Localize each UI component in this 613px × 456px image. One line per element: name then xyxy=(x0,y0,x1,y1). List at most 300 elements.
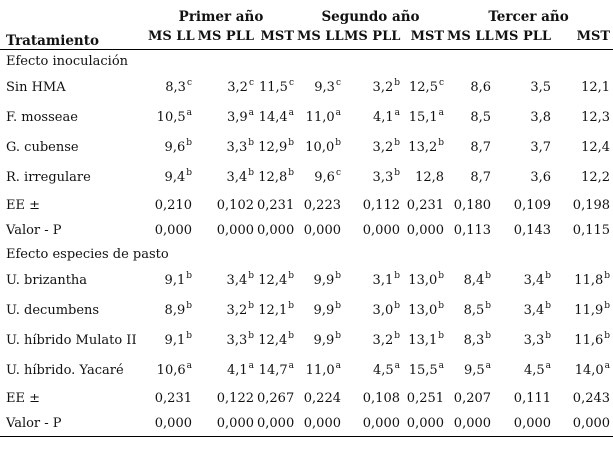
cell-value: 3,8 xyxy=(530,110,552,125)
significance-letter: b xyxy=(604,271,611,281)
table-cell xyxy=(494,266,554,296)
cell-value: 0,243 xyxy=(572,390,611,406)
cell-value: 0,000 xyxy=(154,222,192,238)
significance-letter: c xyxy=(438,78,445,88)
table-cell xyxy=(344,386,403,411)
significance-letter: b xyxy=(604,331,611,341)
column-header: MS PLL xyxy=(197,29,254,45)
cell-value: 12,5 xyxy=(409,80,438,95)
table-cell xyxy=(494,218,554,243)
table-cell xyxy=(297,411,344,437)
cell-value: 3,4 xyxy=(226,170,248,185)
column-header: MS PLL xyxy=(344,29,401,45)
table-cell xyxy=(148,133,195,163)
table-cell xyxy=(554,356,613,386)
table-cell xyxy=(297,163,344,193)
table-cell xyxy=(148,356,195,386)
table-cell xyxy=(344,73,403,103)
table-cell xyxy=(195,218,257,243)
significance-letter: b xyxy=(394,78,400,88)
cell-value: 4,5 xyxy=(523,363,545,378)
table-cell xyxy=(494,73,554,103)
table-cell xyxy=(344,266,403,296)
table-cell xyxy=(148,266,195,296)
cell-value: 8,7 xyxy=(470,140,492,155)
column-header: MS LL xyxy=(447,29,494,45)
row-label: U. decumbens xyxy=(6,303,100,318)
significance-letter: b xyxy=(335,301,341,311)
cell-value: 0,231 xyxy=(257,197,295,213)
section-row xyxy=(0,49,613,73)
table-cell xyxy=(195,296,257,326)
table-cell xyxy=(257,356,297,386)
cell-value: 11,6 xyxy=(574,333,604,348)
table-cell xyxy=(554,326,613,356)
column-header: MS PLL xyxy=(494,29,552,45)
table-cell xyxy=(447,73,494,103)
table-cell xyxy=(554,411,613,437)
table-cell xyxy=(148,411,195,437)
table-cell xyxy=(447,193,494,218)
significance-letter: a xyxy=(438,108,445,118)
significance-letter: a xyxy=(604,361,611,371)
table-cell xyxy=(344,163,403,193)
significance-letter: b xyxy=(288,138,294,148)
cell-value: 12,1 xyxy=(581,80,611,95)
table-cell xyxy=(195,193,257,218)
cell-value: 0,115 xyxy=(572,222,611,238)
table-cell xyxy=(344,193,403,218)
significance-letter: a xyxy=(186,361,192,371)
stat-row xyxy=(0,411,613,437)
section-row xyxy=(0,243,613,266)
column-header: MST xyxy=(260,29,294,45)
cell-value: 0,231 xyxy=(406,197,445,213)
significance-letter: b xyxy=(248,331,254,341)
cell-value: 13,0 xyxy=(408,303,438,318)
year-header-row xyxy=(0,0,613,25)
significance-letter: c xyxy=(288,78,294,88)
table-cell xyxy=(494,103,554,133)
significance-letter: b xyxy=(394,138,400,148)
cell-value: 15,5 xyxy=(408,363,438,378)
table-row xyxy=(0,73,613,103)
cell-value: 9,4 xyxy=(164,170,186,185)
cell-value: 0,113 xyxy=(453,222,492,238)
year-header: Segundo año xyxy=(321,9,420,25)
significance-letter: b xyxy=(248,301,254,311)
table-cell xyxy=(297,326,344,356)
stat-row xyxy=(0,193,613,218)
column-header: MS LL xyxy=(148,29,195,45)
cell-value: 8,7 xyxy=(470,170,492,185)
table-cell xyxy=(148,218,195,243)
table-cell xyxy=(257,133,297,163)
significance-letter: a xyxy=(248,361,254,371)
table-row xyxy=(0,326,613,356)
cell-value: 0,111 xyxy=(513,390,552,406)
table-cell xyxy=(148,386,195,411)
table-cell xyxy=(447,356,494,386)
cell-value: 0,000 xyxy=(362,222,400,238)
significance-letter: b xyxy=(545,331,552,341)
table-cell xyxy=(195,103,257,133)
cell-value: 3,4 xyxy=(523,303,545,318)
cell-value: 0,210 xyxy=(154,197,192,213)
table-cell xyxy=(447,218,494,243)
table-cell xyxy=(554,103,613,133)
table-cell xyxy=(297,193,344,218)
cell-value: 0,102 xyxy=(216,197,254,213)
table-cell xyxy=(344,296,403,326)
significance-letter: b xyxy=(394,168,400,178)
table-cell xyxy=(494,193,554,218)
table-cell xyxy=(344,133,403,163)
table-cell xyxy=(447,386,494,411)
cell-value: 0,267 xyxy=(257,390,295,406)
cell-value: 0,000 xyxy=(154,415,192,431)
significance-letter: b xyxy=(186,138,192,148)
cell-value: 0,251 xyxy=(406,390,445,406)
table-cell xyxy=(403,218,447,243)
table-cell xyxy=(344,356,403,386)
row-label: Sin HMA xyxy=(6,80,66,95)
significance-letter: b xyxy=(248,138,254,148)
cell-value: 4,5 xyxy=(372,363,394,378)
cell-value: 0,143 xyxy=(513,222,552,238)
table-cell xyxy=(554,193,613,218)
table-cell xyxy=(344,326,403,356)
cell-value: 3,1 xyxy=(372,273,394,288)
cell-value: 0,000 xyxy=(513,415,552,431)
cell-value: 3,2 xyxy=(372,333,394,348)
significance-letter: a xyxy=(485,361,492,371)
year-header: Primer año xyxy=(178,9,264,25)
year-header: Tercer año xyxy=(488,9,569,25)
cell-value: 10,5 xyxy=(156,110,186,125)
cell-value: 0,000 xyxy=(303,222,341,238)
table-cell xyxy=(447,133,494,163)
table-cell xyxy=(148,163,195,193)
table-cell xyxy=(297,296,344,326)
cell-value: 10,6 xyxy=(156,363,186,378)
cell-value: 12,1 xyxy=(258,303,288,318)
cell-value: 3,6 xyxy=(530,170,552,185)
significance-letter: b xyxy=(438,271,445,281)
cell-value: 11,0 xyxy=(305,110,335,125)
significance-letter: c xyxy=(248,78,254,88)
table-row xyxy=(0,163,613,193)
significance-letter: a xyxy=(394,361,400,371)
table-cell xyxy=(195,73,257,103)
table-cell xyxy=(148,326,195,356)
significance-letter: a xyxy=(288,361,294,371)
table-cell xyxy=(195,326,257,356)
table-cell xyxy=(297,356,344,386)
cell-value: 14,4 xyxy=(258,110,288,125)
table-cell xyxy=(494,386,554,411)
table-cell xyxy=(447,411,494,437)
cell-value: 9,9 xyxy=(313,273,335,288)
table-cell xyxy=(403,266,447,296)
significance-letter: a xyxy=(186,108,192,118)
table-cell xyxy=(257,103,297,133)
cell-value: 11,5 xyxy=(259,80,288,95)
table-cell xyxy=(494,163,554,193)
table-cell xyxy=(554,266,613,296)
significance-letter: b xyxy=(604,301,611,311)
cell-value: 3,4 xyxy=(523,273,545,288)
cell-value: 10,0 xyxy=(305,140,335,155)
table-cell xyxy=(297,103,344,133)
significance-letter: b xyxy=(335,271,341,281)
significance-letter: b xyxy=(288,168,294,178)
significance-letter: a xyxy=(438,361,445,371)
table-cell xyxy=(257,266,297,296)
table-cell xyxy=(297,386,344,411)
table-cell xyxy=(403,326,447,356)
cell-value: 0,000 xyxy=(406,222,445,238)
significance-letter: b xyxy=(485,301,492,311)
table-header xyxy=(0,0,613,49)
cell-value: 0,000 xyxy=(453,415,492,431)
significance-letter: b xyxy=(545,271,552,281)
table-cell xyxy=(257,73,297,103)
row-label: G. cubense xyxy=(6,140,79,155)
cell-value: 3,4 xyxy=(226,273,248,288)
cell-value: 0,000 xyxy=(406,415,445,431)
table-cell xyxy=(554,218,613,243)
column-header: MST xyxy=(576,29,611,45)
cell-value: 3,0 xyxy=(372,303,394,318)
table-cell xyxy=(494,356,554,386)
cell-value: 0,224 xyxy=(303,390,341,406)
table-cell xyxy=(257,296,297,326)
cell-value: 0,000 xyxy=(216,415,254,431)
cell-value: 12,9 xyxy=(258,140,288,155)
table-row xyxy=(0,296,613,326)
cell-value: 3,3 xyxy=(226,140,248,155)
table-cell xyxy=(447,163,494,193)
table-cell xyxy=(447,296,494,326)
significance-letter: b xyxy=(394,301,400,311)
row-label: Valor - P xyxy=(6,222,62,238)
significance-letter: a xyxy=(335,108,341,118)
significance-letter: b xyxy=(394,331,400,341)
table-cell xyxy=(148,103,195,133)
table-cell xyxy=(297,133,344,163)
table-cell xyxy=(195,386,257,411)
significance-letter: b xyxy=(438,138,445,148)
table-cell xyxy=(554,386,613,411)
cell-value: 8,3 xyxy=(463,333,485,348)
cell-value: 0,000 xyxy=(303,415,341,431)
table-cell xyxy=(554,296,613,326)
cell-value: 0,000 xyxy=(216,222,254,238)
cell-value: 8,5 xyxy=(470,110,492,125)
significance-letter: b xyxy=(394,271,400,281)
significance-letter: a xyxy=(288,108,294,118)
significance-letter: c xyxy=(335,168,341,178)
table-cell xyxy=(257,218,297,243)
cell-value: 3,2 xyxy=(372,80,394,95)
cell-value: 4,1 xyxy=(372,110,394,125)
table-row xyxy=(0,266,613,296)
cell-value: 12,3 xyxy=(581,110,611,125)
row-label: EE ± xyxy=(6,390,41,406)
table-cell xyxy=(344,103,403,133)
cell-value: 0,223 xyxy=(303,197,341,213)
cell-value: 0,122 xyxy=(216,390,254,406)
significance-letter: b xyxy=(186,301,192,311)
table-cell xyxy=(195,163,257,193)
table-cell xyxy=(403,103,447,133)
cell-value: 9,9 xyxy=(313,303,335,318)
cell-value: 9,1 xyxy=(164,273,186,288)
stat-row xyxy=(0,218,613,243)
cell-value: 13,0 xyxy=(408,273,438,288)
cell-value: 14,7 xyxy=(258,363,288,378)
cell-value: 3,3 xyxy=(372,170,394,185)
table-cell xyxy=(148,193,195,218)
cell-value: 0,109 xyxy=(513,197,552,213)
table-cell xyxy=(403,411,447,437)
table-cell xyxy=(148,296,195,326)
cell-value: 9,5 xyxy=(463,363,485,378)
table-cell xyxy=(195,411,257,437)
cell-value: 9,6 xyxy=(314,170,335,185)
cell-value: 8,9 xyxy=(164,303,186,318)
cell-value: 0,231 xyxy=(154,390,192,406)
table-cell xyxy=(148,73,195,103)
significance-letter: b xyxy=(186,271,192,281)
table-cell xyxy=(447,326,494,356)
table-cell xyxy=(297,266,344,296)
cell-value: 0,207 xyxy=(453,390,492,406)
cell-value: 3,7 xyxy=(530,140,552,155)
significance-letter: b xyxy=(438,301,445,311)
stat-row xyxy=(0,386,613,411)
significance-letter: b xyxy=(545,301,552,311)
cell-value: 0,000 xyxy=(572,415,611,431)
cell-value: 11,0 xyxy=(305,363,335,378)
row-label: U. híbrido Mulato II xyxy=(6,333,137,348)
cell-value: 9,3 xyxy=(314,80,335,95)
significance-letter: b xyxy=(288,271,294,281)
cell-value: 11,9 xyxy=(574,303,604,318)
table-cell xyxy=(257,411,297,437)
table-cell xyxy=(554,133,613,163)
cell-value: 12,4 xyxy=(258,333,288,348)
table-cell xyxy=(195,356,257,386)
cell-value: 3,2 xyxy=(227,80,248,95)
table-cell xyxy=(403,296,447,326)
significance-letter: a xyxy=(545,361,552,371)
significance-letter: b xyxy=(288,331,294,341)
cell-value: 0,180 xyxy=(453,197,492,213)
significance-letter: a xyxy=(335,361,341,371)
table-cell xyxy=(257,386,297,411)
table-cell xyxy=(403,133,447,163)
table-cell xyxy=(195,266,257,296)
table-cell xyxy=(257,163,297,193)
cell-value: 0,108 xyxy=(362,390,400,406)
significance-letter: b xyxy=(288,301,294,311)
significance-letter: b xyxy=(186,168,192,178)
table-row xyxy=(0,356,613,386)
row-label: U. híbrido. Yacaré xyxy=(6,363,124,378)
cell-value: 3,3 xyxy=(226,333,248,348)
significance-letter: b xyxy=(186,331,192,341)
cell-value: 12,8 xyxy=(415,170,445,185)
significance-letter: b xyxy=(248,271,254,281)
row-label: F. mosseae xyxy=(6,110,78,125)
section-label: Efecto especies de pasto xyxy=(6,246,169,262)
table-cell xyxy=(195,133,257,163)
significance-letter: a xyxy=(248,108,254,118)
cell-value: 3,2 xyxy=(372,140,394,155)
table-cell xyxy=(403,356,447,386)
cell-value: 4,1 xyxy=(226,363,248,378)
section-label: Efecto inoculación xyxy=(6,53,129,69)
cell-value: 3,2 xyxy=(226,303,248,318)
cell-value: 13,1 xyxy=(408,333,438,348)
cell-value: 9,6 xyxy=(164,140,186,155)
table-cell xyxy=(447,266,494,296)
row-label: Valor - P xyxy=(6,415,62,431)
table-body xyxy=(0,49,613,436)
row-label: EE ± xyxy=(6,197,41,213)
table-cell xyxy=(494,326,554,356)
table-cell xyxy=(403,163,447,193)
table-cell xyxy=(494,411,554,437)
table-cell xyxy=(344,218,403,243)
cell-value: 13,2 xyxy=(408,140,438,155)
cell-value: 11,8 xyxy=(574,273,604,288)
cell-value: 8,4 xyxy=(463,273,485,288)
cell-value: 12,2 xyxy=(581,170,611,185)
cell-value: 3,5 xyxy=(530,80,552,95)
significance-letter: b xyxy=(438,331,445,341)
cell-value: 0,000 xyxy=(257,415,295,431)
table-cell xyxy=(257,326,297,356)
row-label: U. brizantha xyxy=(6,273,88,288)
table-row xyxy=(0,103,613,133)
significance-letter: b xyxy=(485,271,492,281)
table-cell xyxy=(494,296,554,326)
significance-letter: c xyxy=(335,78,341,88)
table-cell xyxy=(403,73,447,103)
table-cell xyxy=(344,411,403,437)
cell-value: 0,000 xyxy=(362,415,400,431)
column-header: MST xyxy=(410,29,445,45)
column-header: MS LL xyxy=(297,29,344,45)
cell-value: 12,8 xyxy=(258,170,288,185)
cell-value: 14,0 xyxy=(574,363,604,378)
significance-letter: a xyxy=(394,108,400,118)
cell-value: 8,6 xyxy=(470,80,492,95)
cell-value: 0,112 xyxy=(362,197,400,213)
table-cell xyxy=(403,193,447,218)
cell-value: 8,5 xyxy=(463,303,485,318)
table-row xyxy=(0,133,613,163)
table-cell xyxy=(447,103,494,133)
cell-value: 9,1 xyxy=(164,333,186,348)
cell-value: 8,3 xyxy=(165,80,186,95)
cell-value: 9,9 xyxy=(313,333,335,348)
significance-letter: c xyxy=(186,78,192,88)
significance-letter: b xyxy=(335,138,341,148)
